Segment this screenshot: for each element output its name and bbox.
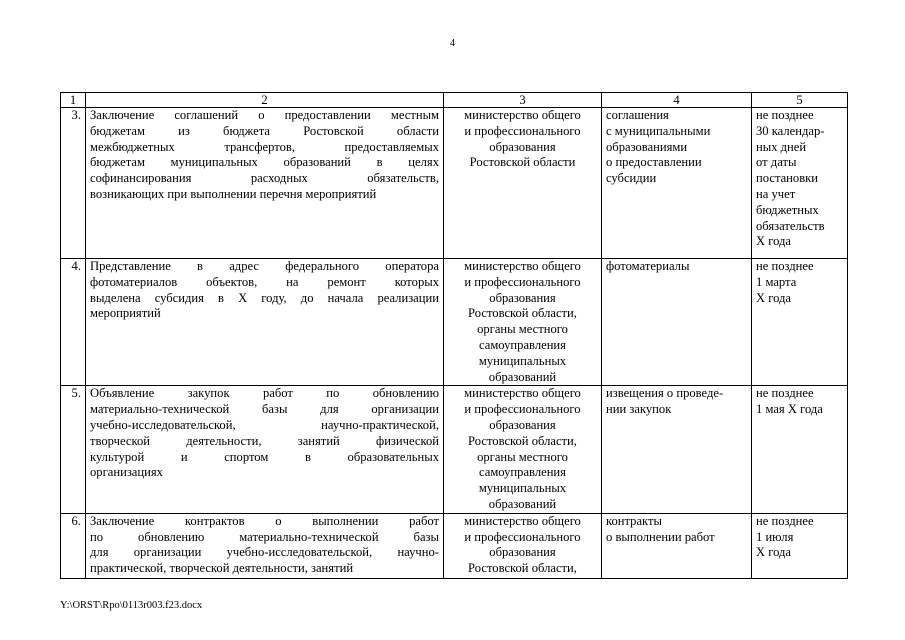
deadline-line: постановки	[756, 171, 819, 186]
deadline	[752, 259, 848, 386]
table-row	[61, 108, 848, 259]
executor-line: Ростовской области,	[468, 306, 577, 321]
responsible-executor	[444, 108, 602, 259]
header-cell-1: 1	[61, 93, 86, 108]
page-number: 4	[450, 38, 455, 49]
executor-line: Ростовской области,	[468, 433, 577, 448]
deadline	[752, 386, 848, 513]
measure-description	[86, 513, 444, 578]
measure-description	[86, 108, 444, 259]
deadline-line: Х года	[756, 290, 792, 305]
desc-line: выделена субсидия в Х году, до начала реализации	[90, 290, 439, 305]
deadline-line: 1 мая Х года	[756, 402, 823, 417]
desc-line: фотоматериалов объектов, на ремонт которых	[90, 274, 439, 289]
desc-line: софинансирования расходных обязательств,	[90, 171, 439, 186]
desc-line: Объявление закупок работ по обновлению	[90, 386, 439, 401]
executor-line: образования	[489, 290, 556, 305]
result-document	[602, 513, 752, 578]
result-line: с муниципальными	[606, 123, 711, 138]
desc-line: материально-технической базы для организации	[90, 402, 439, 417]
deadline-line: обязательств	[756, 218, 825, 233]
result-line: образованиями	[606, 139, 688, 154]
desc-line: Представление в адрес федерального оператора	[90, 259, 439, 273]
result-document	[602, 108, 752, 259]
row-number: 3.	[61, 108, 86, 259]
measure-description	[86, 386, 444, 513]
desc-line: межбюджетных трансфертов, предоставляемых	[90, 139, 439, 154]
executor-line: самоуправления	[479, 465, 566, 480]
header-cell-5: 5	[752, 93, 848, 108]
desc-line: учебно-исследовательской, научно-практической,	[90, 417, 439, 432]
deadline-line: Х года	[756, 234, 792, 249]
executor-line: Ростовской области,	[468, 561, 577, 576]
deadline-line: Х года	[756, 545, 792, 560]
executor-line: Ростовской области	[469, 155, 576, 170]
deadline-line: бюджетных	[756, 202, 819, 217]
row-number: 4.	[61, 259, 86, 386]
deadline-line: не позднее	[756, 259, 814, 273]
desc-line: бюджетам муниципальных образований в целях	[90, 155, 439, 170]
result-document	[602, 259, 752, 386]
executor-line: самоуправления	[479, 337, 566, 352]
desc-line: культурой и спортом в образовательных	[90, 449, 439, 464]
executor-line: министерство общего	[464, 108, 581, 122]
executor-line: министерство общего	[464, 513, 581, 528]
executor-line: министерство общего	[464, 259, 581, 273]
executor-line: и профессионального	[464, 123, 581, 138]
result-line: о предоставлении	[606, 155, 702, 170]
desc-line: организациях	[90, 465, 163, 480]
executor-line: и профессионального	[464, 274, 581, 289]
executor-line: министерство общего	[464, 386, 581, 401]
executor-line: образования	[489, 545, 556, 560]
result-line: нии закупок	[606, 402, 672, 417]
result-line: о выполнении работ	[606, 529, 715, 544]
header-cell-2: 2	[86, 93, 444, 108]
executor-line: муниципальных	[478, 481, 567, 496]
table-row	[61, 259, 848, 386]
desc-line: бюджетам из бюджета Ростовской области	[90, 123, 439, 138]
result-line: контракты	[606, 513, 662, 528]
executor-line: образования	[489, 139, 556, 154]
deadline-line: ных дней	[756, 139, 807, 154]
executor-line: органы местного	[477, 322, 568, 337]
desc-line: для организации учебно-исследовательской, научно-	[90, 545, 439, 560]
responsible-executor	[444, 513, 602, 578]
row-number: 5.	[61, 386, 86, 513]
measures-table	[60, 92, 848, 579]
deadline-line: 1 марта	[756, 274, 797, 289]
executor-line: образования	[489, 417, 556, 432]
result-line: соглашения	[606, 108, 669, 122]
deadline-line: 30 календар-	[756, 123, 825, 138]
table-row	[61, 386, 848, 513]
header-cell-3: 3	[444, 93, 602, 108]
deadline-line: не позднее	[756, 386, 814, 401]
desc-line: возникающих при выполнении перечня мероприятий	[90, 186, 377, 201]
result-line: субсидии	[606, 171, 657, 186]
desc-line: Заключение контрактов о выполнении работ	[90, 513, 439, 528]
desc-line: творческой деятельности, занятий физической	[90, 433, 439, 448]
header-cell-4: 4	[602, 93, 752, 108]
deadline-line: от даты	[756, 155, 797, 170]
deadline	[752, 513, 848, 578]
desc-line: практической, творческой деятельности, занятий	[90, 561, 354, 576]
desc-line: мероприятий	[90, 306, 161, 321]
result-line: извещения о проведе-	[606, 386, 724, 401]
executor-line: органы местного	[477, 449, 568, 464]
deadline-line: не позднее	[756, 108, 814, 122]
executor-line: и профессионального	[464, 402, 581, 417]
table-row	[61, 513, 848, 578]
executor-line: образований	[488, 496, 557, 511]
deadline	[752, 108, 848, 259]
result-document	[602, 386, 752, 513]
executor-line: образований	[488, 369, 557, 384]
responsible-executor	[444, 259, 602, 386]
file-path-footer: Y:\ORST\Rpo\0113r003.f23.docx	[60, 600, 203, 611]
measure-description	[86, 259, 444, 386]
row-number: 6.	[61, 513, 86, 578]
deadline-line: 1 июля	[756, 529, 794, 544]
desc-line: по обновлению материально-технической базы	[90, 529, 439, 544]
deadline-line: на учет	[756, 186, 796, 201]
table-header-row	[61, 93, 848, 108]
desc-line: Заключение соглашений о предоставлении местным	[90, 108, 439, 122]
executor-line: муниципальных	[478, 353, 567, 368]
responsible-executor	[444, 386, 602, 513]
deadline-line: не позднее	[756, 513, 814, 528]
result-line: фотоматериалы	[606, 259, 690, 273]
executor-line: и профессионального	[464, 529, 581, 544]
